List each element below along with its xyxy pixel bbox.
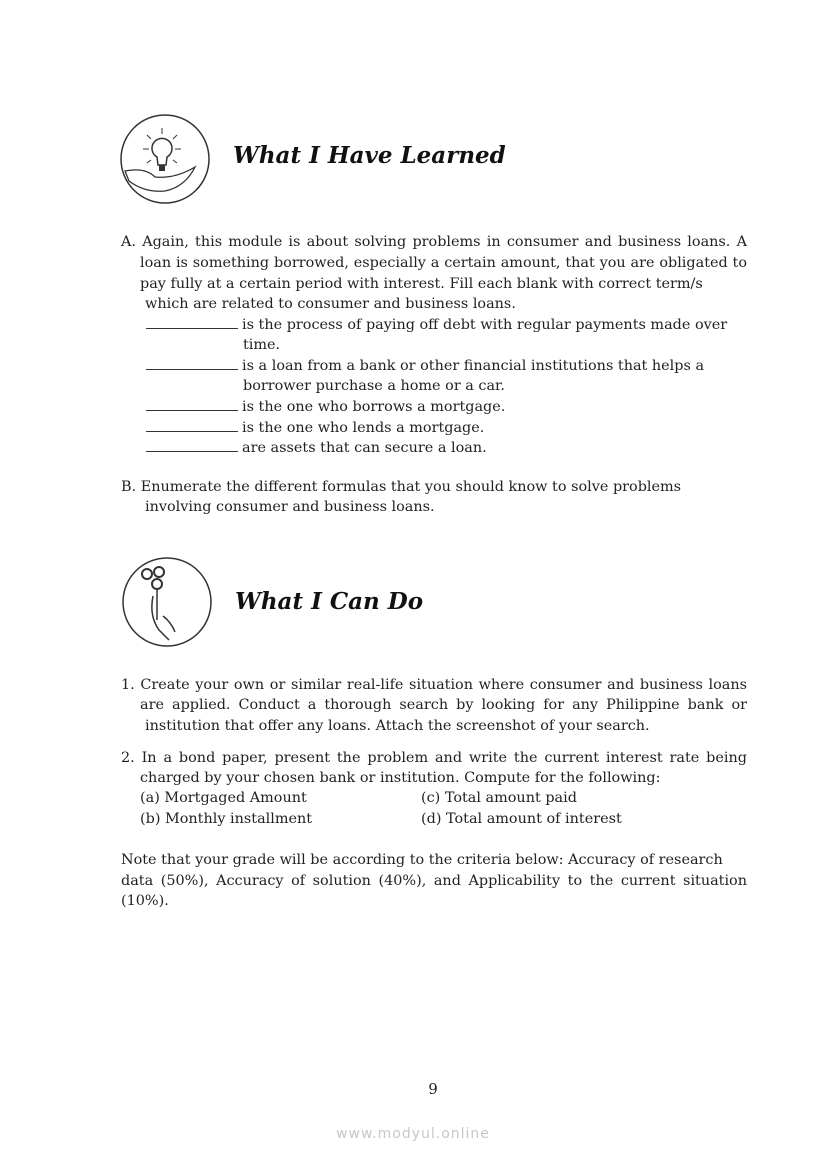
part-a-line: loan is something borrowed, especially a certain amount, that you are obligated to [140,255,747,271]
blank-line[interactable] [146,356,238,370]
blank-line[interactable] [146,397,238,411]
task-1-line: institution that offer any loans. Attach the screenshot of your search. [145,718,650,734]
fill-blank-item: are assets that can secure a loan. [146,438,487,458]
page-number: 9 [428,1080,438,1098]
watermark: www.modyul.online [336,1126,490,1142]
fill-blank-item: is a loan from a bank or other financial institutions that helps a [146,356,704,376]
task-1-line: are applied. Conduct a thorough search by looking for any Philippine bank or [140,697,747,713]
note-line: (10%). [121,893,169,909]
part-a-line: pay fully at a certain period with interest. Fill each blank with correct term/s [140,276,703,292]
part-b-line: B. Enumerate the different formulas that you should know to solve problems [121,479,682,495]
lightbulb-hand-icon [119,113,211,205]
option-c: (c) Total amount paid [421,790,577,806]
fill-blank-item-cont: borrower purchase a home or a car. [243,378,505,394]
task-1-line: 1. Create your own or similar real-life situation where consumer and business loans [121,677,747,693]
section-title-what-i-can-do: What I Can Do [235,588,424,615]
gears-hand-icon [121,556,213,648]
fill-blank-item: is the one who borrows a mortgage. [146,397,505,417]
note-line: data (50%), Accuracy of solution (40%), and Applicability to the current situation [121,873,747,889]
note-line: Note that your grade will be according to the criteria below: Accuracy of research [121,852,723,868]
part-b-line: involving consumer and business loans. [145,499,435,515]
part-a-line: A. Again, this module is about solving problems in consumer and business loans. A [121,234,747,250]
fill-blank-item-cont: time. [243,337,281,353]
option-b: (b) Monthly installment [140,811,313,827]
blank-line[interactable] [146,418,238,432]
fill-blank-item: is the process of paying off debt with regular payments made over [146,315,727,335]
part-a-line: which are related to consumer and business loans. [145,296,516,312]
blank-line[interactable] [146,315,238,329]
option-a: (a) Mortgaged Amount [140,790,307,806]
task-2-line: 2. In a bond paper, present the problem and write the current interest rate being [121,750,747,766]
fill-blank-item: is the one who lends a mortgage. [146,418,484,438]
option-d: (d) Total amount of interest [421,811,622,827]
task-2-line: charged by your chosen bank or institution. Compute for the following: [140,770,661,786]
blank-line[interactable] [146,438,238,452]
section-title-what-i-have-learned: What I Have Learned [233,142,506,169]
